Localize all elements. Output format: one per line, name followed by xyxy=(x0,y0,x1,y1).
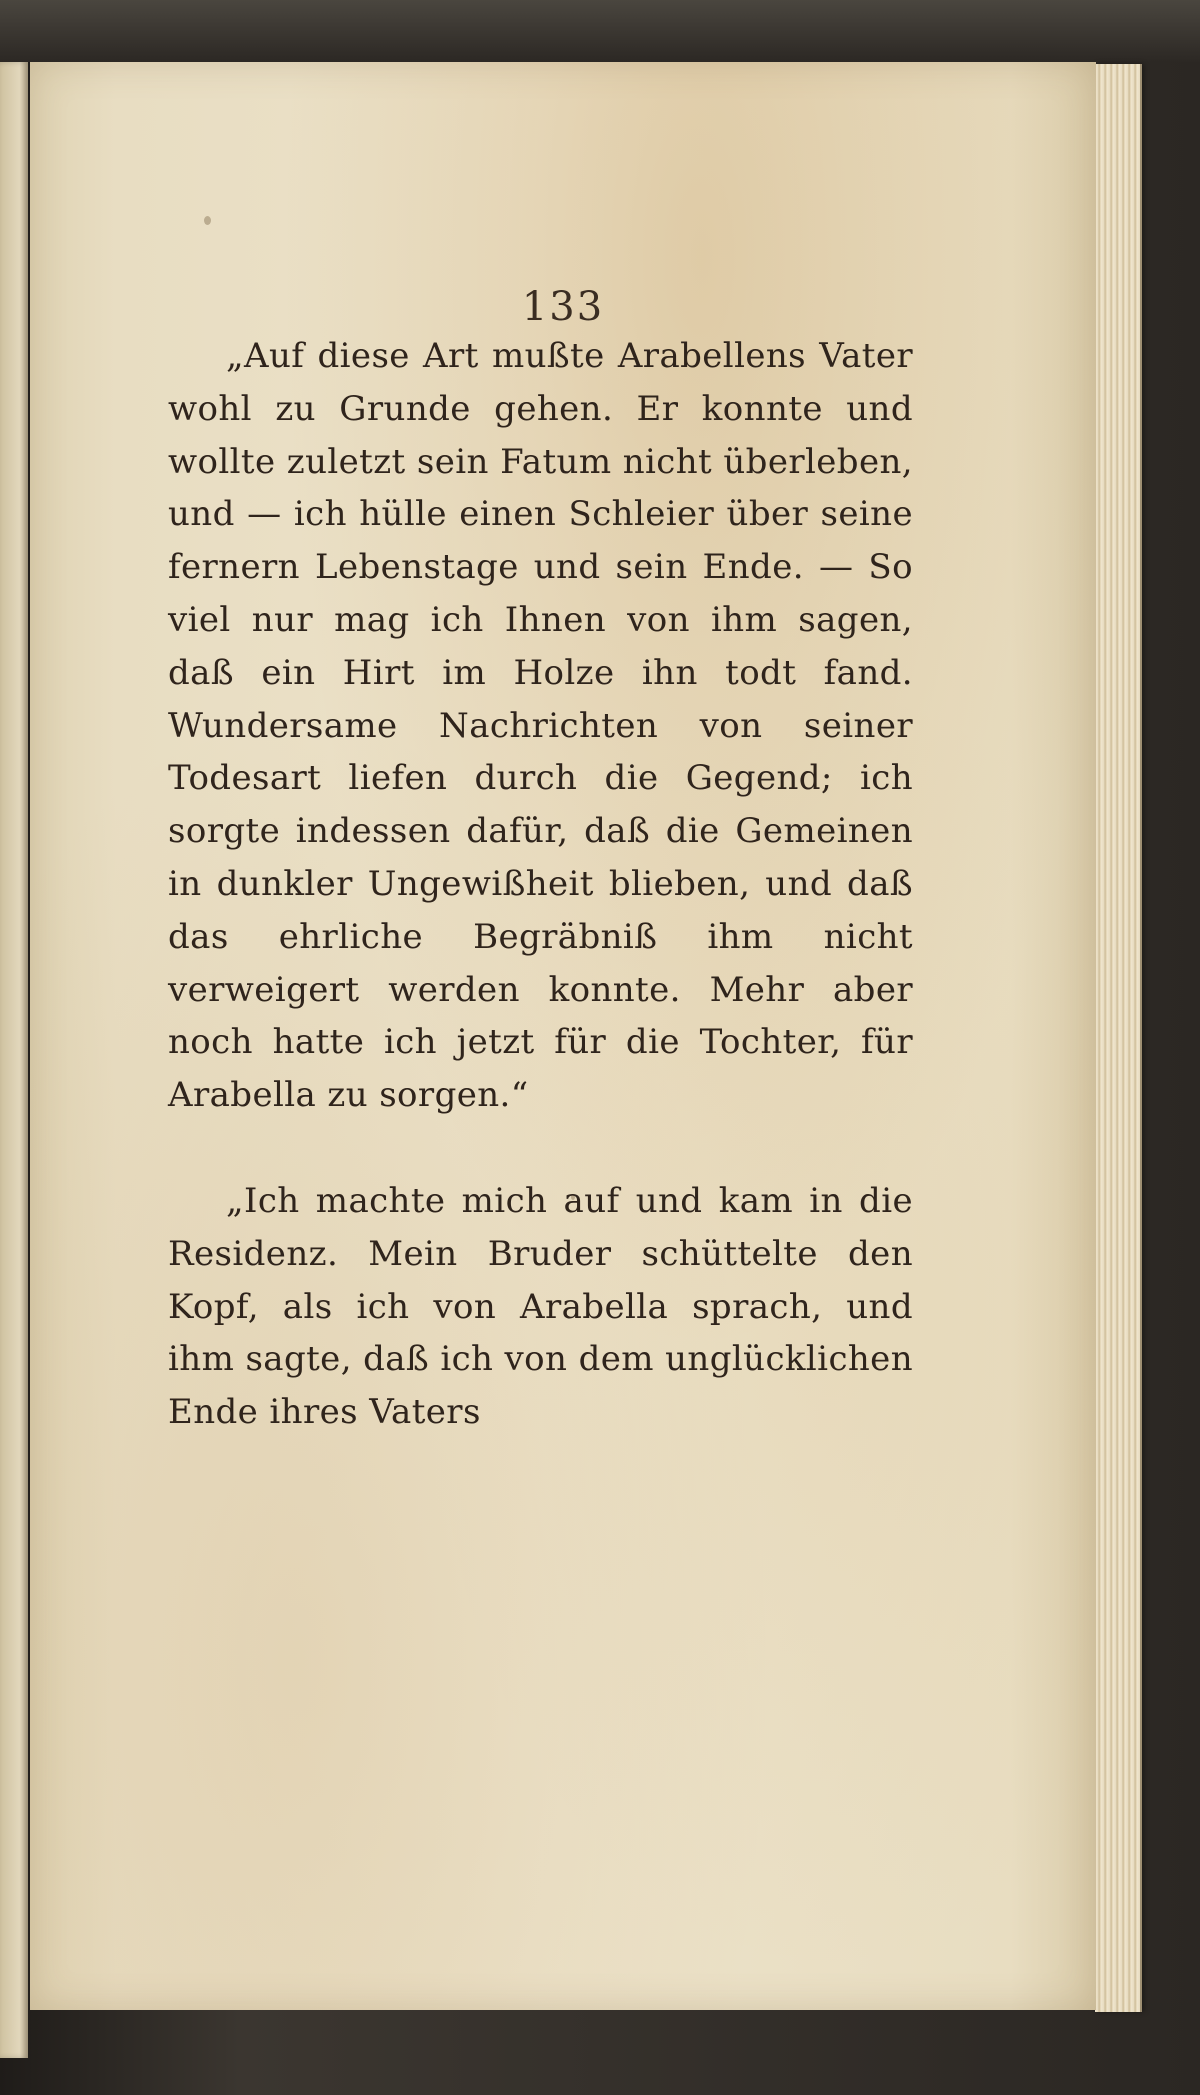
top-cover-edge xyxy=(0,0,1200,62)
paragraph-arabellas-father: „Auf diese Art mußte Arabellens Vater wohl zu Grunde gehen. Er konnte und wollte zuletzt sein Fatum nicht überleben, und — ich hülle einen Schleier über seine fernern Lebenstage und sein Ende. — So viel nur mag ich Ihnen von ihm sagen, daß ein Hirt im Holze ihn todt fand. Wundersame Nachrichten von seiner Todesart liefen durch die Gegend; ich sorgte indessen dafür, daß die Gemeinen in dunkler Ungewißheit blieben, und daß das ehrliche Begräbniß ihm nicht verweigert werden konnte. Mehr aber noch hatte ich jetzt für die Tochter, für Arabella zu sorgen.“ xyxy=(168,336,913,1116)
paragraph-trip-to-residence: „Ich machte mich auf und kam in die Residenz. Mein Bruder schüttelte den Kopf, als ich von Arabella sprach, und ihm sagte, daß ich von dem unglücklichen Ende ihres Vaters xyxy=(168,1180,913,1433)
page-text-block xyxy=(168,330,913,1439)
book-page xyxy=(30,62,1096,2010)
previous-page-edge xyxy=(0,62,28,2058)
paper-spot xyxy=(204,216,211,225)
page-stack-edge xyxy=(1095,64,1142,2012)
page-number: 133 xyxy=(521,284,605,330)
